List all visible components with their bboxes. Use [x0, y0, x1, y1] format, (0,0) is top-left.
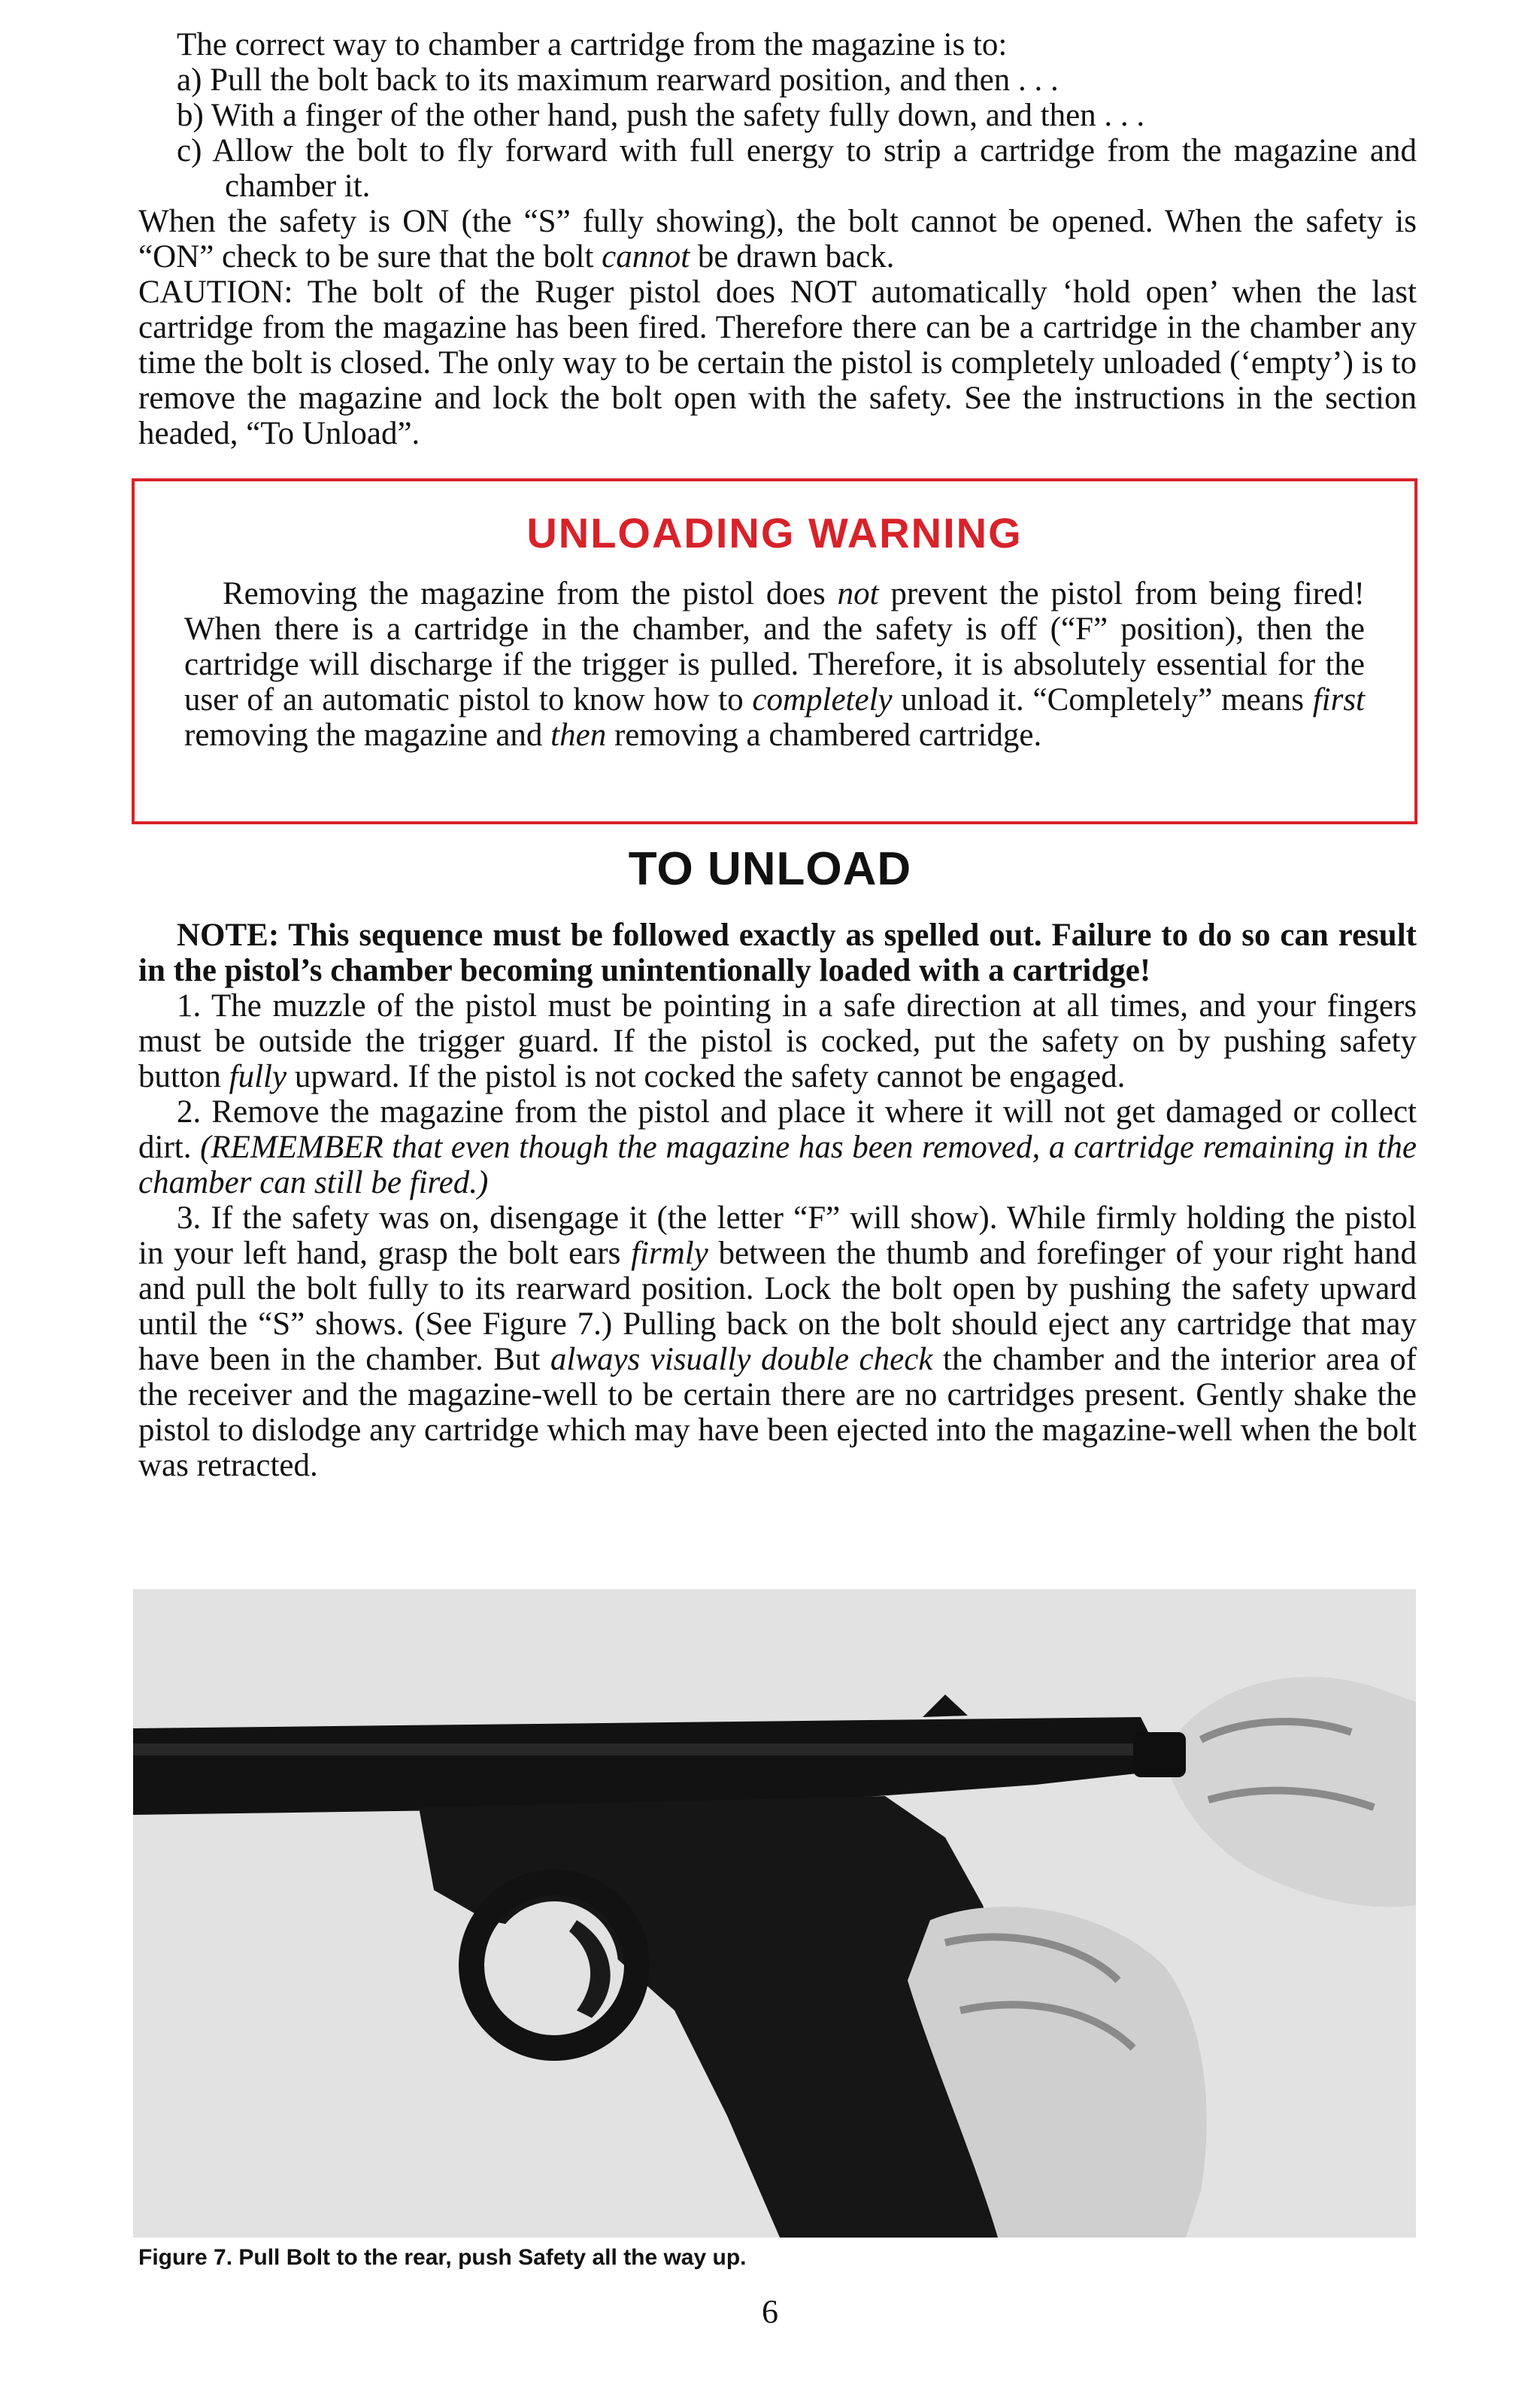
intro-lead: The correct way to chamber a cartridge from the magazine is to: [177, 27, 1008, 62]
safety-paragraph: When the safety is ON (the “S” fully showing), the bolt cannot be opened. When the safety is “ON” check to be sure that the bolt cannot be drawn back. [138, 204, 1417, 275]
unload-step-3: 3. If the safety was on, disengage it (the letter “F” will show). While firmly holding the pistol in your left hand, grasp the bolt ears firmly between the thumb and forefinger of your right hand and pull the bolt fully to its rearward position. Lock the bolt open by pushing the safety upward until the “S” shows. (See Figure 7.) Pulling back on the bolt should eject any cartridge that may have been in the chamber. But always visually double check the chamber and the interior area of the receiver and the magazine-well to be certain there are no cartridges present. Gently shake the pistol to dislodge any cartridge which may have been ejected into the magazine-well when the bolt was retracted. [138, 1200, 1417, 1483]
step-b: b) With a finger of the other hand, push the safety fully down, and then . . . [177, 98, 1145, 133]
figure-7-photo [133, 1589, 1416, 2238]
unload-step-1: 1. The muzzle of the pistol must be pointing in a safe direction at all times, and your fingers must be outside the trigger guard. If the pistol is cocked, put the safety on by pushing safety button fully upward. If the pistol is not cocked the safety cannot be engaged. [138, 988, 1417, 1094]
intro-section [138, 27, 1417, 451]
unload-section [138, 918, 1417, 1483]
to-unload-heading: TO UNLOAD [628, 843, 912, 895]
figure-caption: Figure 7. Pull Bolt to the rear, push Safety all the way up. [138, 2245, 747, 2270]
emphasis-cannot: cannot [602, 239, 690, 275]
step-c: c) Allow the bolt to fly forward with full energy to strip a cartridge from the magazine and chamber it. [177, 133, 1417, 204]
warning-body: Removing the magazine from the pistol does not prevent the pistol from being fired! When there is a cartridge in the chamber, and the safety is off (“F” position), then the cartridge will discharge if the trigger is pulled. Therefore, it is absolutely essential for the user of an automatic pistol to know how to completely unload it. “Completely” means first removing the magazine and then removing a chambered cartridge. [184, 576, 1365, 753]
unload-note: NOTE: This sequence must be followed exactly as spelled out. Failure to do so can result in the pistol’s chamber becoming unintentionally loaded with a cartridge! [138, 918, 1417, 988]
pistol-photo-illustration [133, 1589, 1416, 2238]
caution-paragraph: CAUTION: The bolt of the Ruger pistol does NOT automatically ‘hold open’ when the last cartridge from the magazine has been fired. Therefore there can be a cartridge in the chamber any time the bolt is closed. The only way to be certain the pistol is completely unloaded (‘empty’) is to remove the magazine and lock the bolt open with the safety. See the instructions in the section headed, “To Unload”. [138, 275, 1417, 451]
step-a: a) Pull the bolt back to its maximum rearward position, and then . . . [177, 62, 1059, 98]
page-number: 6 [762, 2293, 778, 2330]
unload-step-2: 2. Remove the magazine from the pistol and place it where it will not get damaged or collect dirt. (REMEMBER that even though the magazine has been removed, a cartridge remaining in the chamber can still be fired.) [138, 1094, 1417, 1200]
unloading-warning-box [132, 478, 1417, 824]
warning-title: UNLOADING WARNING [526, 509, 1023, 557]
